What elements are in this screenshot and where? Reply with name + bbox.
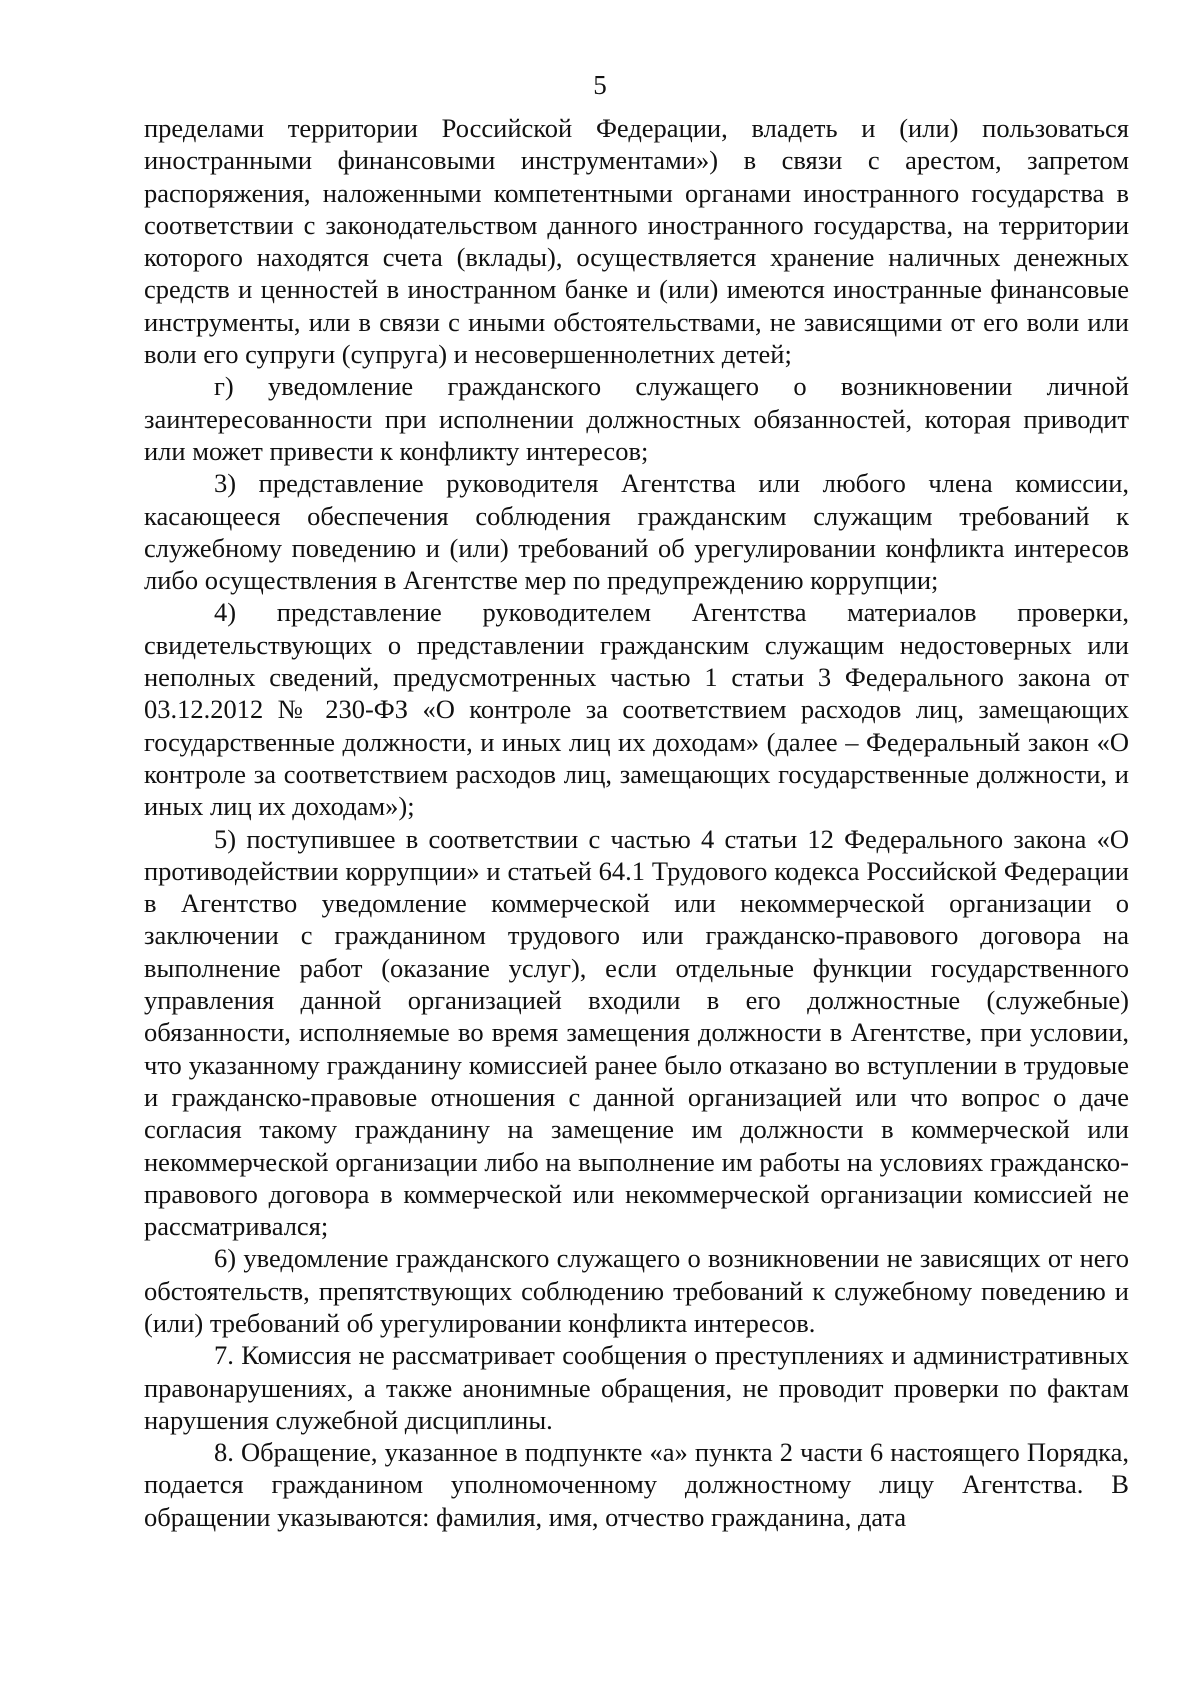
document-body	[144, 112, 1129, 1533]
paragraph-item-3: 3) представление руководителя Агентства или любого члена комиссии, касающееся обеспечения соблюдения гражданским служащим требований к служебному поведению и (или) требований об урегулировании конфликта интересов либо осуществления в Агентстве мер по предупреждению коррупции;	[144, 468, 1129, 596]
paragraph-item-4: 4) представление руководителем Агентства материалов проверки, свидетельствующих о представлении гражданским служащим недостоверных или неполных сведений, предусмотренных частью 1 статьи 3 Федерального закона от 03.12.2012 № 230-ФЗ «О контроле за соответствием расходов лиц, замещающих государственные должности, и иных лиц их доходам» (далее – Федеральный закон «О контроле за соответствием расходов лиц, замещающих государственные должности, и иных лиц их доходам»);	[144, 597, 1129, 822]
paragraph-item-6: 6) уведомление гражданского служащего о возникновении не зависящих от него обстоятельств, препятствующих соблюдению требований к служебному поведению и (или) требований об урегулировании конфликта интересов.	[144, 1243, 1129, 1338]
paragraph-clause-8: 8. Обращение, указанное в подпункте «а» пункта 2 части 6 настоящего Порядка, подается гражданином уполномоченному должностному лицу Агентства. В обращении указываются: фамилия, имя, отчество гражданина, дата	[144, 1437, 1129, 1532]
paragraph-item-5: 5) поступившее в соответствии с частью 4 статьи 12 Федерального закона «О противодействии коррупции» и статьей 64.1 Трудового кодекса Российской Федерации в Агентство уведомление коммерческой или некоммерческой организации о заключении с гражданином трудового или гражданско-правового договора на выполнение работ (оказание услуг), если отдельные функции государственного управления данной организацией входили в его должностные (служебные) обязанности, исполняемые во время замещения должности в Агентстве, при условии, что указанному гражданину комиссией ранее было отказано во вступлении в трудовые и гражданско-правовые отношения с данной организацией или что вопрос о даче согласия такому гражданину на замещение им должности в коммерческой или некоммерческой организации либо на выполнение им работы на условиях гражданско-правового договора в коммерческой или некоммерческой организации комиссией не рассматривался;	[144, 823, 1129, 1242]
page-number: 5	[593, 70, 607, 100]
paragraph-clause-7: 7. Комиссия не рассматривает сообщения о преступлениях и административных правонарушениях, а также анонимные обращения, не проводит проверки по фактам нарушения служебной дисциплины.	[144, 1340, 1129, 1435]
paragraph-continuation: пределами территории Российской Федерации, владеть и (или) пользоваться иностранными финансовыми инструментами») в связи с арестом, запретом распоряжения, наложенными компетентными органами иностранного государства в соответствии с законодательством данного иностранного государства, на территории которого находятся счета (вклады), осуществляется хранение наличных денежных средств и ценностей в иностранном банке и (или) имеются иностранные финансовые инструменты, или в связи с иными обстоятельствами, не зависящими от его воли или воли его супруги (супруга) и несовершеннолетних детей;	[144, 113, 1129, 370]
paragraph-item-g: г) уведомление гражданского служащего о возникновении личной заинтересованности при исполнении должностных обязанностей, которая приводит или может привести к конфликту интересов;	[144, 371, 1129, 466]
